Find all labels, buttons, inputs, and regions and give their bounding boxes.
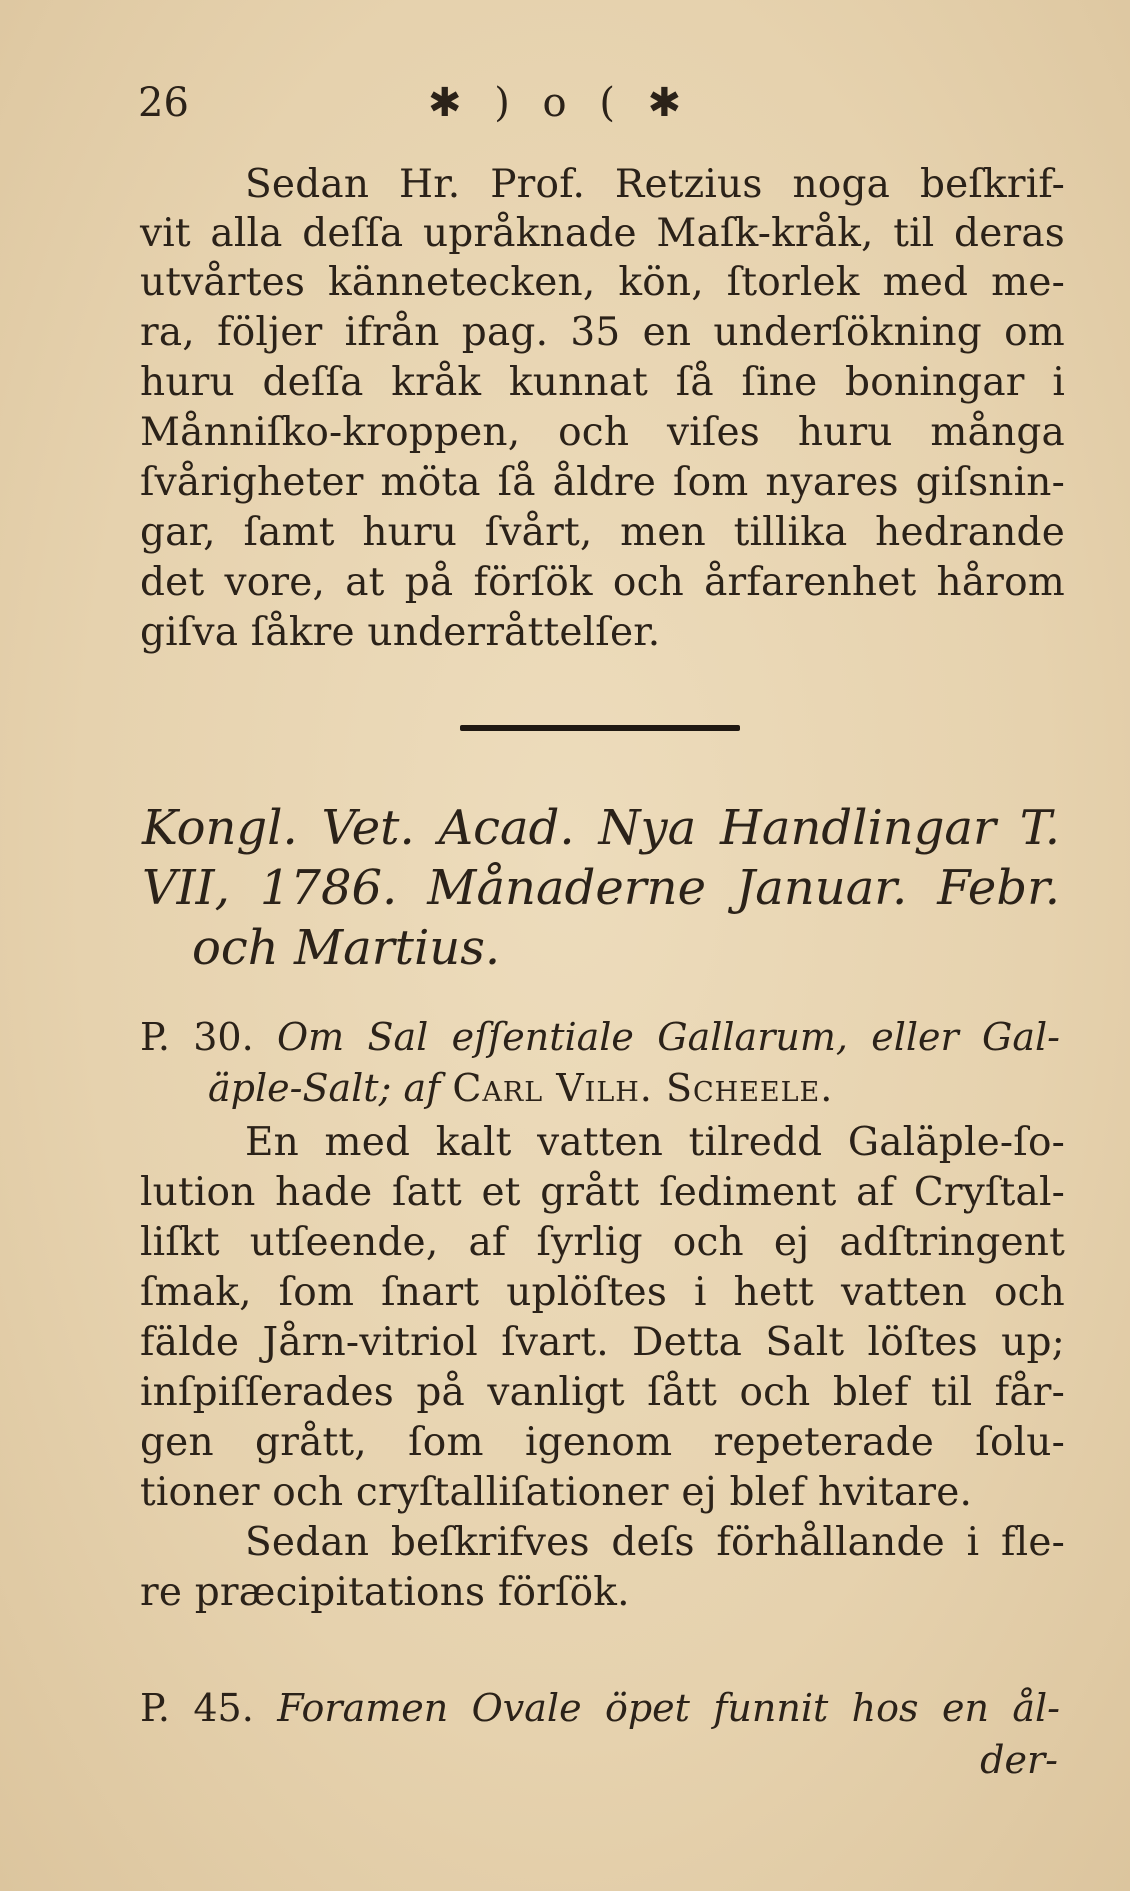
paragraph-line: Sedan Hr. Prof. Retzius noga beſkrif- <box>245 162 1065 207</box>
paragraph-line: Månniſko-kroppen, och viſes huru många <box>140 410 1065 455</box>
paragraph-line: utvårtes kännetecken, kön, ſtorlek med me- <box>140 260 1065 305</box>
paragraph-line: Sedan beſkrifves deſs förhållande i fle- <box>245 1520 1065 1565</box>
paragraph-line: giſva ſåkre underråttelſer. <box>140 610 661 655</box>
entry-author: Carl Vilh. Scheele. <box>452 1066 834 1110</box>
page-number: 26 <box>138 80 189 126</box>
section-divider <box>460 725 740 731</box>
entry-page-ref: P. 45. <box>140 1686 254 1730</box>
paragraph-line: gar, ſamt huru ſvårt, men tillika hedrande <box>140 510 1065 555</box>
journal-title-line: och Martius. <box>192 920 501 976</box>
paragraph-line: En med kalt vatten tilredd Galäple-ſo- <box>245 1120 1065 1165</box>
entry-af: af <box>403 1066 441 1110</box>
paragraph-line: gen grått, ſom igenom repeterade ſolu- <box>140 1420 1065 1465</box>
paragraph-line: fälde Jårn-vitriol ſvart. Detta Salt löſtes up; <box>140 1320 1065 1365</box>
entry-title: Foramen Ovale öpet funnit hos en ål- <box>277 1686 1060 1730</box>
entry-heading-cont <box>208 1063 1060 1113</box>
paragraph-line: ſvårigheter möta ſå åldre ſom nyares giſsnin- <box>140 460 1065 505</box>
catchword: der- <box>980 1738 1058 1782</box>
entry-heading <box>140 1012 1060 1062</box>
paragraph-line: re præcipitations förſök. <box>140 1570 630 1615</box>
header-ornament: ✱ ) o ( ✱ <box>428 80 692 126</box>
paragraph-line: ra, följer ifrån pag. 35 en underſökning om <box>140 310 1065 355</box>
entry-page-ref: P. 30. <box>140 1015 254 1059</box>
paragraph-line: vit alla deſſa upråknade Maſk-kråk, til deras <box>140 211 1065 256</box>
paragraph-line: liſkt utſeende, af ſyrlig och ej adſtringent <box>140 1220 1065 1265</box>
paragraph-line: tioner och cryſtalliſationer ej blef hvitare. <box>140 1470 973 1515</box>
paragraph-line: det vore, at på förſök och årfarenhet hårom <box>140 560 1065 605</box>
paragraph-line: lution hade ſatt et grått ſediment af Cryſtal- <box>140 1170 1065 1215</box>
entry-heading <box>140 1683 1060 1733</box>
entry-title-cont: äple-Salt; <box>208 1066 392 1110</box>
paragraph-line: huru deſſa kråk kunnat ſå ſine boningar i <box>140 360 1065 405</box>
paragraph-line: inſpiſſerades på vanligt ſått och blef til får- <box>140 1370 1065 1415</box>
entry-title: Om Sal eſſentiale Gallarum, eller Gal- <box>277 1015 1060 1059</box>
paragraph-line: ſmak, ſom ſnart uplöſtes i hett vatten och <box>140 1270 1065 1315</box>
journal-title-line: VII, 1786. Månaderne Januar. Febr. <box>142 860 1060 916</box>
journal-title-line: Kongl. Vet. Acad. Nya Handlingar T. <box>142 800 1060 856</box>
